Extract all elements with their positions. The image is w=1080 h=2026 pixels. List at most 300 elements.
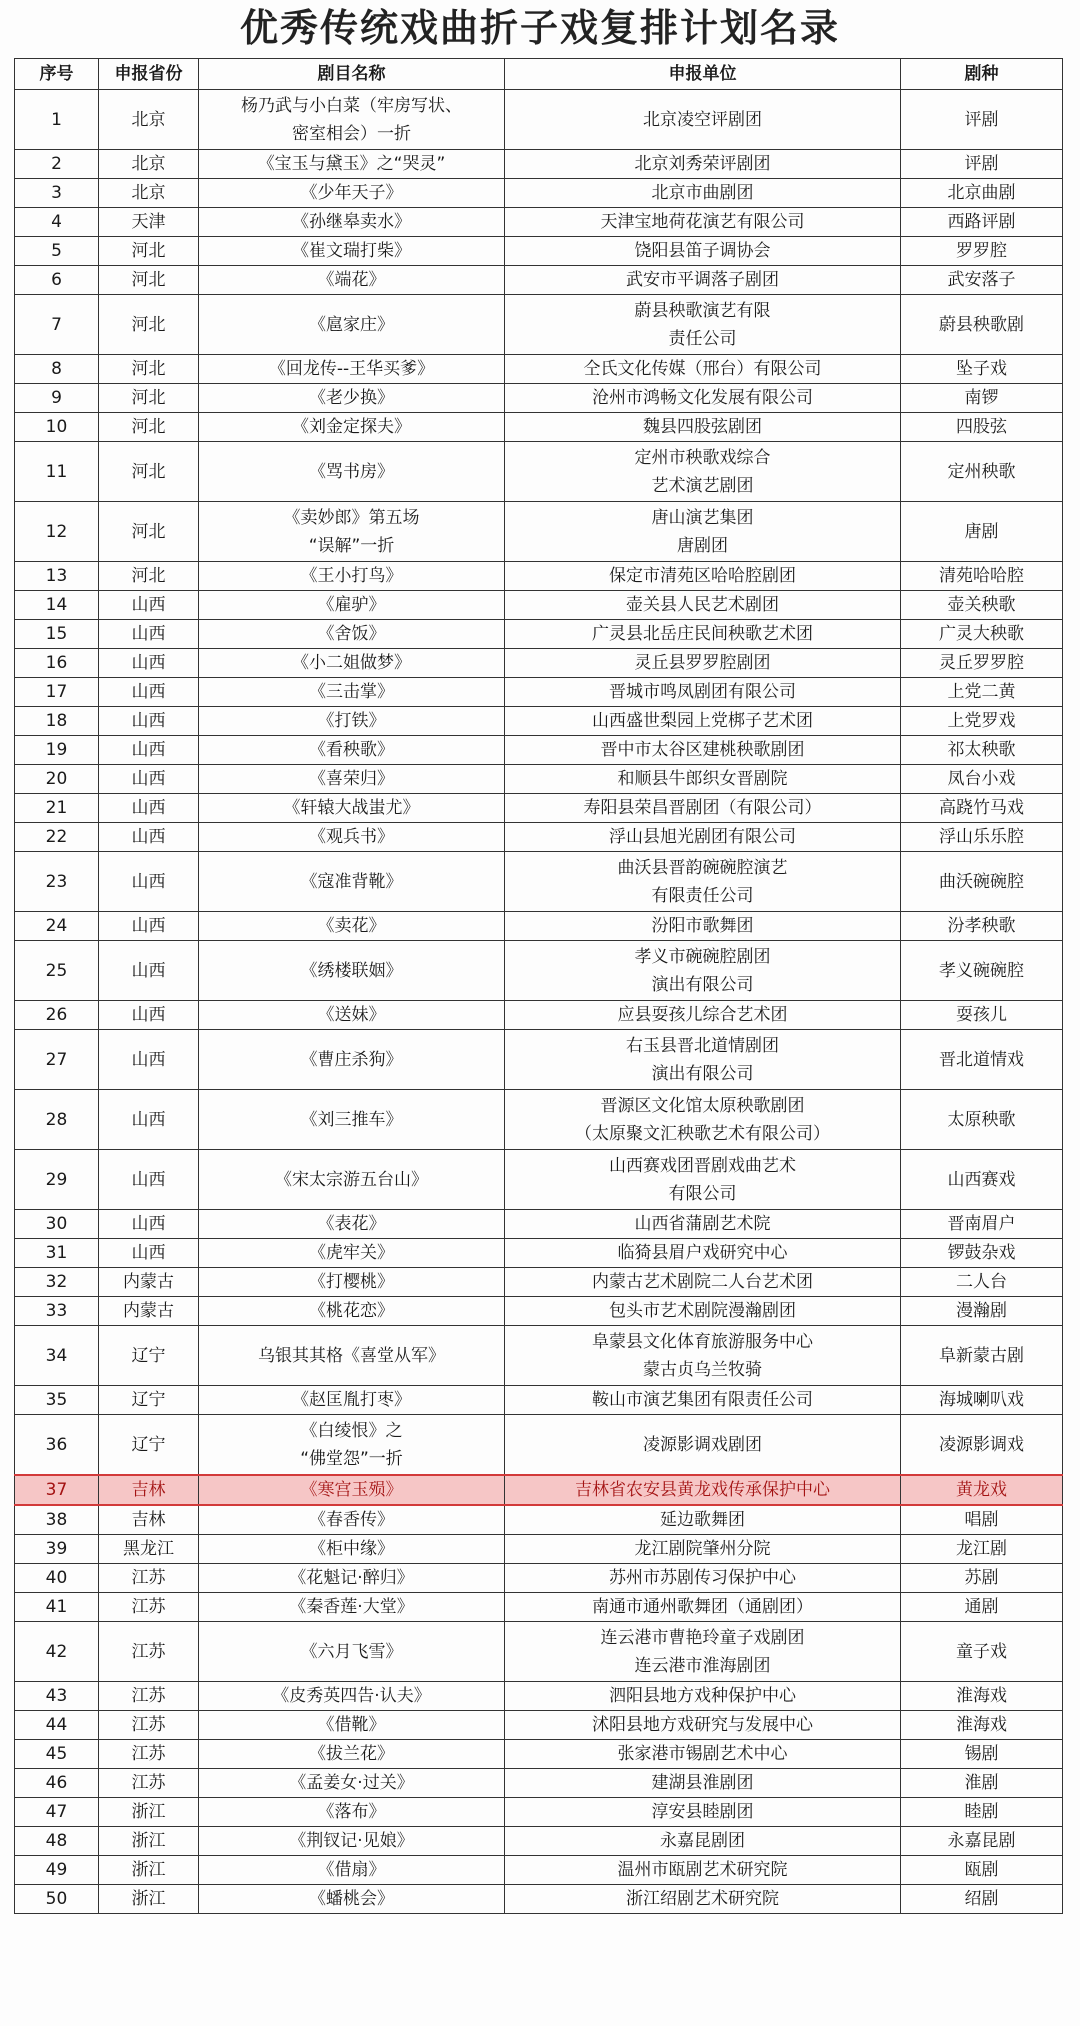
cell-number: 45	[15, 1740, 99, 1769]
unit-line: 北京刘秀荣评剧团	[634, 154, 771, 174]
cell-province: 河北	[99, 562, 199, 591]
cell-genre: 汾孝秧歌	[901, 912, 1063, 941]
table-row	[15, 208, 1063, 237]
cell-number: 39	[15, 1535, 99, 1564]
play-title-line: 《拔兰花》	[309, 1744, 394, 1764]
cell-number: 25	[15, 941, 99, 1001]
cell-genre: 武安落子	[901, 266, 1063, 295]
table-row	[15, 1150, 1063, 1210]
cell-number: 9	[15, 384, 99, 413]
play-title-line: 《小二姐做梦》	[292, 653, 411, 673]
unit-line: 蔚县秧歌演艺有限	[634, 300, 771, 321]
cell-play-title	[199, 707, 505, 736]
cell-genre: 漫瀚剧	[901, 1297, 1063, 1326]
unit-line: 蒙古贞乌兰牧骑	[643, 1359, 762, 1380]
cell-genre: 曲沃碗碗腔	[901, 852, 1063, 912]
cell-play-title	[199, 266, 505, 295]
cell-unit	[505, 1210, 901, 1239]
table-row	[15, 1535, 1063, 1564]
cell-play-title	[199, 1150, 505, 1210]
header-province: 申报省份	[99, 59, 199, 90]
cell-unit	[505, 736, 901, 765]
table-row	[15, 765, 1063, 794]
cell-number: 31	[15, 1239, 99, 1268]
table-row	[15, 1622, 1063, 1682]
cell-number: 34	[15, 1326, 99, 1386]
cell-number: 41	[15, 1593, 99, 1622]
cell-number: 32	[15, 1268, 99, 1297]
cell-unit	[505, 1475, 901, 1505]
unit-line: 唐剧团	[677, 535, 728, 556]
cell-number: 8	[15, 355, 99, 384]
cell-unit	[505, 1090, 901, 1150]
play-title-line: 《秦香莲·大堂》	[289, 1597, 414, 1617]
cell-unit	[505, 1711, 901, 1740]
cell-province: 北京	[99, 90, 199, 150]
table-row	[15, 237, 1063, 266]
cell-genre: 祁太秧歌	[901, 736, 1063, 765]
cell-province: 山西	[99, 794, 199, 823]
cell-number: 3	[15, 179, 99, 208]
cell-number: 48	[15, 1827, 99, 1856]
cell-unit	[505, 591, 901, 620]
cell-play-title	[199, 355, 505, 384]
cell-province: 河北	[99, 413, 199, 442]
cell-number: 28	[15, 1090, 99, 1150]
unit-line: 苏州市苏剧传习保护中心	[609, 1568, 796, 1588]
cell-number: 29	[15, 1150, 99, 1210]
play-title-line: 《老少换》	[309, 388, 394, 408]
cell-province: 山西	[99, 707, 199, 736]
unit-line: 吉林省农安县黄龙戏传承保护中心	[575, 1480, 830, 1500]
cell-play-title	[199, 237, 505, 266]
play-title-line: 《曹庄杀狗》	[300, 1049, 403, 1070]
unit-line: 魏县四股弦剧团	[643, 417, 762, 437]
unit-line: 淳安县睦剧团	[651, 1802, 754, 1822]
cell-unit	[505, 1856, 901, 1885]
cell-play-title	[199, 852, 505, 912]
table-row	[15, 1769, 1063, 1798]
cell-number: 17	[15, 678, 99, 707]
cell-unit	[505, 1682, 901, 1711]
cell-unit	[505, 1769, 901, 1798]
play-title-line: 《借靴》	[317, 1715, 386, 1735]
cell-number: 47	[15, 1798, 99, 1827]
cell-genre: 黄龙戏	[901, 1475, 1063, 1505]
cell-play-title	[199, 941, 505, 1001]
cell-play-title	[199, 90, 505, 150]
cell-unit	[505, 649, 901, 678]
play-title-line: 《王小打鸟》	[300, 566, 403, 586]
table-row	[15, 1210, 1063, 1239]
table-row	[15, 794, 1063, 823]
table-row	[15, 1711, 1063, 1740]
cell-province: 江苏	[99, 1740, 199, 1769]
cell-number: 20	[15, 765, 99, 794]
cell-number: 27	[15, 1030, 99, 1090]
cell-unit	[505, 620, 901, 649]
cell-province: 江苏	[99, 1622, 199, 1682]
play-title-line: 《寒宫玉殒》	[300, 1480, 403, 1500]
cell-unit	[505, 1740, 901, 1769]
cell-unit	[505, 442, 901, 502]
cell-unit	[505, 295, 901, 355]
cell-unit	[505, 1622, 901, 1682]
unit-line: 保定市清苑区哈哈腔剧团	[609, 566, 796, 586]
cell-number: 30	[15, 1210, 99, 1239]
cell-play-title	[199, 1827, 505, 1856]
cell-genre: 二人台	[901, 1268, 1063, 1297]
play-title-line: 《刘三推车》	[300, 1109, 403, 1130]
play-title-line: 《孙继皋卖水》	[292, 212, 411, 232]
cell-genre: 唐剧	[901, 502, 1063, 562]
play-title-line: 《回龙传--王华买爹》	[268, 359, 435, 379]
cell-number: 2	[15, 150, 99, 179]
cell-play-title	[199, 591, 505, 620]
table-row	[15, 649, 1063, 678]
table-row	[15, 413, 1063, 442]
play-title-line: 《刘金定探夫》	[292, 417, 411, 437]
cell-province: 江苏	[99, 1564, 199, 1593]
cell-province: 吉林	[99, 1505, 199, 1535]
cell-genre: 耍孩儿	[901, 1001, 1063, 1030]
cell-play-title	[199, 1239, 505, 1268]
cell-genre: 童子戏	[901, 1622, 1063, 1682]
table-row	[15, 502, 1063, 562]
header-play-title: 剧目名称	[199, 59, 505, 90]
unit-line: 右玉县晋北道情剧团	[626, 1035, 779, 1056]
cell-genre: 阜新蒙古剧	[901, 1326, 1063, 1386]
cell-unit	[505, 1386, 901, 1415]
unit-line: 温州市瓯剧艺术研究院	[617, 1860, 788, 1880]
unit-line: 泗阳县地方戏种保护中心	[609, 1686, 796, 1706]
cell-genre: 清苑哈哈腔	[901, 562, 1063, 591]
cell-play-title	[199, 620, 505, 649]
cell-play-title	[199, 1415, 505, 1476]
unit-line: （太原聚文汇秧歌艺术有限公司）	[575, 1123, 830, 1144]
table-row	[15, 90, 1063, 150]
play-title-line: 《打樱桃》	[309, 1272, 394, 1292]
play-title-line: 《打铁》	[317, 711, 386, 731]
cell-play-title	[199, 912, 505, 941]
play-title-line: 《落布》	[317, 1802, 386, 1822]
cell-play-title	[199, 1030, 505, 1090]
table-row	[15, 1415, 1063, 1476]
play-title-line: 《皮秀英四告·认夫》	[272, 1686, 431, 1706]
cell-play-title	[199, 1001, 505, 1030]
play-title-line: 《春香传》	[309, 1510, 394, 1530]
play-title-line: 《雇驴》	[317, 595, 386, 615]
cell-genre: 太原秧歌	[901, 1090, 1063, 1150]
play-title-line: 《寇准背靴》	[300, 871, 403, 892]
table-row	[15, 384, 1063, 413]
table-row	[15, 150, 1063, 179]
cell-number: 10	[15, 413, 99, 442]
document-title: 优秀传统戏曲折子戏复排计划名录	[239, 6, 840, 50]
cell-unit	[505, 384, 901, 413]
cell-genre: 龙江剧	[901, 1535, 1063, 1564]
unit-line: 南通市通州歌舞团（通剧团）	[592, 1597, 813, 1617]
unit-line: 龙江剧院肇州分院	[634, 1539, 771, 1559]
cell-province: 山西	[99, 765, 199, 794]
cell-play-title	[199, 413, 505, 442]
table-row	[15, 1740, 1063, 1769]
cell-genre: 绍剧	[901, 1885, 1063, 1914]
play-title-line: 《送妹》	[317, 1005, 386, 1025]
cell-genre: 睦剧	[901, 1798, 1063, 1827]
cell-genre: 坠子戏	[901, 355, 1063, 384]
unit-line: 鞍山市演艺集团有限责任公司	[592, 1390, 813, 1410]
unit-line: 北京市曲剧团	[651, 183, 754, 203]
cell-province: 浙江	[99, 1856, 199, 1885]
cell-play-title	[199, 823, 505, 852]
play-title-line: 《荆钗记·见娘》	[289, 1831, 414, 1851]
cell-genre: 淮剧	[901, 1769, 1063, 1798]
table-row	[15, 823, 1063, 852]
unit-line: 汾阳市歌舞团	[651, 916, 754, 936]
cell-unit	[505, 1798, 901, 1827]
table-row	[15, 295, 1063, 355]
cell-province: 北京	[99, 150, 199, 179]
cell-number: 49	[15, 1856, 99, 1885]
unit-line: 仝氏文化传媒（邢台）有限公司	[583, 359, 822, 379]
table-row-highlighted	[15, 1475, 1063, 1505]
table-row	[15, 1239, 1063, 1268]
cell-genre: 凌源影调戏	[901, 1415, 1063, 1476]
unit-line: 连云港市淮海剧团	[634, 1655, 771, 1676]
cell-play-title	[199, 150, 505, 179]
cell-genre: 唱剧	[901, 1505, 1063, 1535]
cell-province: 山西	[99, 591, 199, 620]
cell-genre: 锡剧	[901, 1740, 1063, 1769]
unit-line: 晋中市太谷区建桃秧歌剧团	[600, 740, 805, 760]
cell-province: 山西	[99, 941, 199, 1001]
cell-play-title	[199, 1856, 505, 1885]
play-title-line: 《宋太宗游五台山》	[275, 1169, 428, 1190]
play-title-line: 《六月飞雪》	[300, 1641, 403, 1662]
cell-number: 43	[15, 1682, 99, 1711]
cell-province: 北京	[99, 179, 199, 208]
play-title-line: 《卖花》	[317, 916, 386, 936]
cell-play-title	[199, 1386, 505, 1415]
cell-genre: 瓯剧	[901, 1856, 1063, 1885]
cell-unit	[505, 1885, 901, 1914]
play-title-line: 乌银其其格《喜堂从军》	[258, 1345, 445, 1366]
cell-number: 7	[15, 295, 99, 355]
unit-line: 晋源区文化馆太原秧歌剧团	[600, 1095, 805, 1116]
cell-genre: 锣鼓杂戏	[901, 1239, 1063, 1268]
cell-province: 内蒙古	[99, 1297, 199, 1326]
cell-province: 浙江	[99, 1798, 199, 1827]
cell-unit	[505, 90, 901, 150]
cell-play-title	[199, 208, 505, 237]
unit-line: 有限责任公司	[651, 885, 754, 906]
unit-line: 唐山演艺集团	[651, 507, 754, 528]
cell-unit	[505, 562, 901, 591]
cell-unit	[505, 208, 901, 237]
cell-province: 黑龙江	[99, 1535, 199, 1564]
unit-line: 包头市艺术剧院漫瀚剧团	[609, 1301, 796, 1321]
play-title-line: 《桃花恋》	[309, 1301, 394, 1321]
cell-province: 浙江	[99, 1885, 199, 1914]
unit-line: 凌源影调戏剧团	[643, 1434, 762, 1455]
play-title-line: 《骂书房》	[309, 461, 394, 482]
table-row	[15, 1798, 1063, 1827]
cell-province: 山西	[99, 1239, 199, 1268]
cell-number: 21	[15, 794, 99, 823]
cell-genre: 浮山乐乐腔	[901, 823, 1063, 852]
cell-province: 山西	[99, 912, 199, 941]
table-row	[15, 678, 1063, 707]
cell-play-title	[199, 1564, 505, 1593]
unit-line: 内蒙古艺术剧院二人台艺术团	[592, 1272, 813, 1292]
cell-province: 山西	[99, 1210, 199, 1239]
cell-genre: 晋北道情戏	[901, 1030, 1063, 1090]
cell-number: 1	[15, 90, 99, 150]
unit-line: 临猗县眉户戏研究中心	[617, 1243, 788, 1263]
cell-unit	[505, 1150, 901, 1210]
cell-unit	[505, 852, 901, 912]
cell-play-title	[199, 1593, 505, 1622]
play-title-line: 《端花》	[317, 270, 386, 290]
cell-unit	[505, 794, 901, 823]
unit-line: 沭阳县地方戏研究与发展中心	[592, 1715, 813, 1735]
table-row	[15, 1505, 1063, 1535]
cell-play-title	[199, 1505, 505, 1535]
cell-play-title	[199, 1711, 505, 1740]
table-row	[15, 1326, 1063, 1386]
cell-unit	[505, 1326, 901, 1386]
cell-province: 内蒙古	[99, 1268, 199, 1297]
cell-genre: 晋南眉户	[901, 1210, 1063, 1239]
cell-number: 40	[15, 1564, 99, 1593]
cell-genre: 四股弦	[901, 413, 1063, 442]
cell-play-title	[199, 765, 505, 794]
play-title-line: 《虎牢关》	[309, 1243, 394, 1263]
cell-genre: 淮海戏	[901, 1711, 1063, 1740]
cell-genre: 壶关秧歌	[901, 591, 1063, 620]
cell-province: 辽宁	[99, 1386, 199, 1415]
table-body	[15, 90, 1063, 1914]
cell-play-title	[199, 649, 505, 678]
cell-province: 山西	[99, 736, 199, 765]
play-title-line: 《三击掌》	[309, 682, 394, 702]
cell-unit	[505, 678, 901, 707]
cell-province: 山西	[99, 1001, 199, 1030]
header-unit: 申报单位	[505, 59, 901, 90]
cell-number: 14	[15, 591, 99, 620]
cell-unit	[505, 1827, 901, 1856]
cell-play-title	[199, 1326, 505, 1386]
play-title-line: 《轩辕大战蚩尤》	[283, 798, 420, 818]
play-title-line: 《宝玉与黛玉》之“哭灵”	[257, 154, 446, 174]
table-row	[15, 1682, 1063, 1711]
cell-play-title	[199, 1297, 505, 1326]
cell-province: 河北	[99, 502, 199, 562]
cell-genre: 蔚县秧歌剧	[901, 295, 1063, 355]
cell-play-title	[199, 1535, 505, 1564]
play-title-line: 《蟠桃会》	[309, 1889, 394, 1909]
cell-number: 6	[15, 266, 99, 295]
cell-play-title	[199, 502, 505, 562]
play-title-line: 《少年天子》	[300, 183, 403, 203]
table-row	[15, 591, 1063, 620]
cell-number: 38	[15, 1505, 99, 1535]
cell-number: 37	[15, 1475, 99, 1505]
table-row	[15, 707, 1063, 736]
unit-line: 武安市平调落子剧团	[626, 270, 779, 290]
play-title-line: 《白绫恨》之	[300, 1420, 403, 1441]
cell-genre: 评剧	[901, 150, 1063, 179]
cell-number: 22	[15, 823, 99, 852]
unit-line: 孝义市碗碗腔剧团	[634, 946, 771, 967]
cell-unit	[505, 1001, 901, 1030]
cell-unit	[505, 179, 901, 208]
cell-province: 山西	[99, 649, 199, 678]
cell-province: 江苏	[99, 1593, 199, 1622]
table-row	[15, 1030, 1063, 1090]
cell-play-title	[199, 1090, 505, 1150]
table-row	[15, 941, 1063, 1001]
play-title-line: 《绣楼联姻》	[300, 960, 403, 981]
cell-genre: 凤台小戏	[901, 765, 1063, 794]
cell-play-title	[199, 1740, 505, 1769]
unit-line: 阜蒙县文化体育旅游服务中心	[592, 1331, 813, 1352]
unit-line: 应县耍孩儿综合艺术团	[617, 1005, 788, 1025]
cell-play-title	[199, 1622, 505, 1682]
cell-number: 44	[15, 1711, 99, 1740]
cell-province: 吉林	[99, 1475, 199, 1505]
unit-line: 山西赛戏团晋剧戏曲艺术	[609, 1155, 796, 1176]
cell-number: 46	[15, 1769, 99, 1798]
cell-province: 河北	[99, 384, 199, 413]
cell-play-title	[199, 179, 505, 208]
table-row	[15, 1090, 1063, 1150]
unit-line: 建湖县淮剧团	[651, 1773, 754, 1793]
unit-line: 艺术演艺剧团	[651, 475, 754, 496]
cell-province: 山西	[99, 852, 199, 912]
play-title-line: 《表花》	[317, 1214, 386, 1234]
unit-line: 北京凌空评剧团	[643, 109, 762, 130]
play-title-line: “佛堂怨”一折	[300, 1448, 403, 1469]
unit-line: 晋城市鸣凤剧团有限公司	[609, 682, 796, 702]
cell-unit	[505, 1239, 901, 1268]
cell-province: 江苏	[99, 1711, 199, 1740]
cell-unit	[505, 707, 901, 736]
table-row	[15, 179, 1063, 208]
cell-number: 5	[15, 237, 99, 266]
cell-play-title	[199, 1798, 505, 1827]
cell-number: 16	[15, 649, 99, 678]
table-row	[15, 1885, 1063, 1914]
header-number: 序号	[15, 59, 99, 90]
table-header-row	[15, 59, 1063, 90]
cell-province: 江苏	[99, 1769, 199, 1798]
cell-genre: 山西赛戏	[901, 1150, 1063, 1210]
unit-line: 山西省蒲剧艺术院	[634, 1214, 771, 1234]
cell-province: 山西	[99, 620, 199, 649]
cell-play-title	[199, 794, 505, 823]
cell-province: 天津	[99, 208, 199, 237]
cell-unit	[505, 1415, 901, 1476]
unit-line: 山西盛世梨园上党梆子艺术团	[592, 711, 813, 731]
play-title-line: 《舍饭》	[317, 624, 386, 644]
cell-genre: 评剧	[901, 90, 1063, 150]
cell-genre: 上党罗戏	[901, 707, 1063, 736]
play-title-line: 杨乃武与小白菜（牢房写状、	[241, 95, 462, 116]
cell-unit	[505, 150, 901, 179]
play-title-line: 《孟姜女·过关》	[289, 1773, 414, 1793]
